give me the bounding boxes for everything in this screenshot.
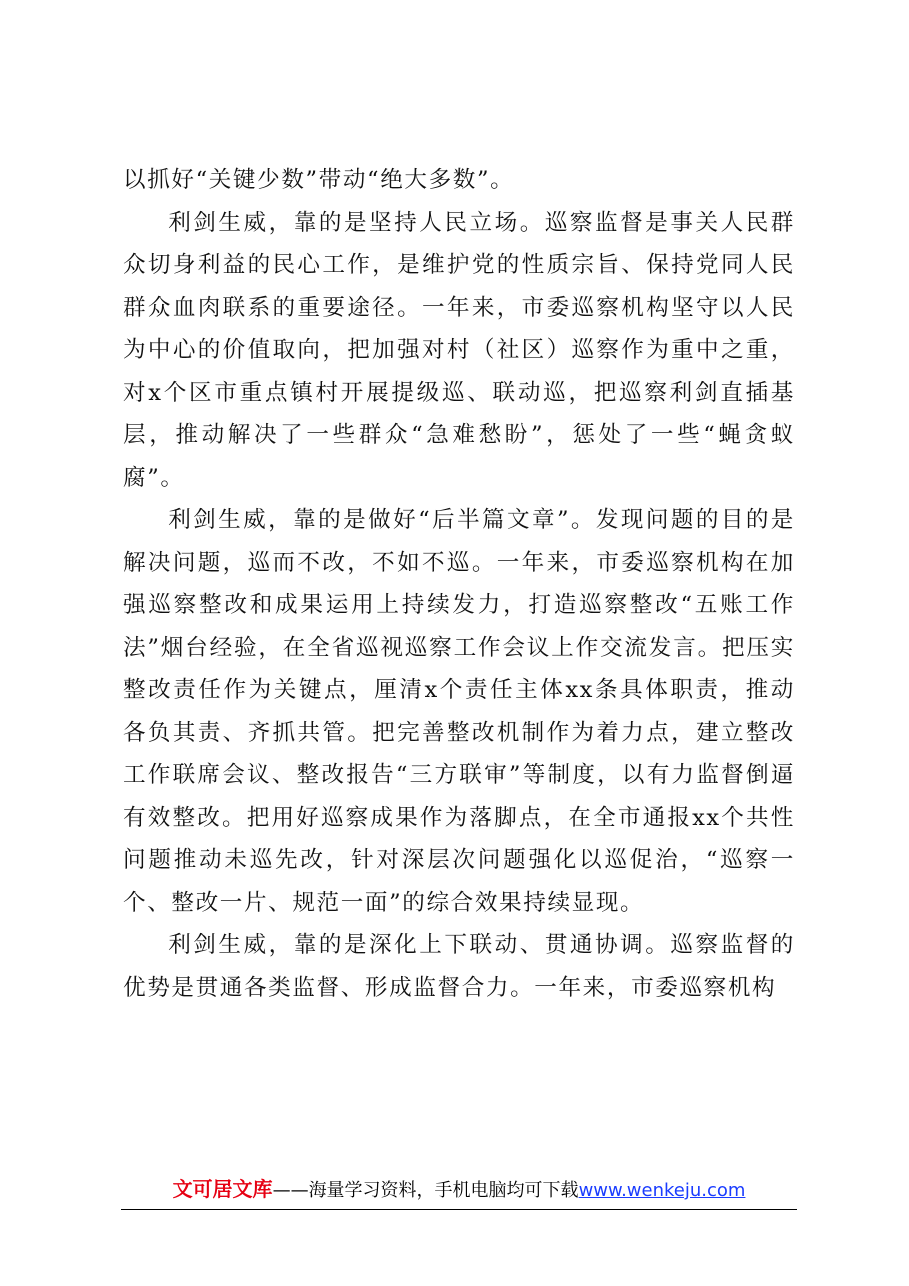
footer-link[interactable]: www.wenkeju.com: [578, 1180, 746, 1201]
paragraph: 利剑生威，靠的是做好“后半篇文章”。发现问题的目的是解决问题，巡而不改，不如不巡。一年来，市委巡察机构在加强巡察整改和成果运用上持续发力，打造巡察整改“五账工作法”烟台经验，在全省巡视巡察工作会议上作交流发言。把压实整改责任作为关键点，厘清x个责任主体xx条具体职责，推动各负其责、齐抓共管。把完善整改机制作为着力点，建立整改工作联席会议、整改报告“三方联审”等制度，以有力监督倒逼有效整改。把用好巡察成果作为落脚点，在全市通报xx个共性问题推动未巡先改，针对深层次问题强化以巡促治，“巡察一个、整改一片、规范一面”的综合效果持续显现。: [123, 507, 795, 916]
paragraph: 利剑生威，靠的是坚持人民立场。巡察监督是事关人民群众切身利益的民心工作，是维护党的性质宗旨、保持党同人民群众血肉联系的重要途径。一年来，市委巡察机构坚守以人民为中心的价值取向，把加强对村（社区）巡察作为重中之重，对x个区市重点镇村开展提级巡、联动巡，把巡察利剑直插基层，推动解决了一些群众“急难愁盼”，惩处了一些“蝇贪蚁腐”。: [123, 209, 795, 491]
paragraph: 以抓好“关键少数”带动“绝大多数”。: [123, 167, 515, 193]
document-body: [123, 159, 795, 1009]
footer-brand: 文可居文库: [172, 1177, 273, 1201]
page-footer: [123, 1175, 795, 1205]
footer-tagline: ——海量学习资料，手机电脑均可下载: [272, 1180, 579, 1201]
paragraph: 利剑生威，靠的是深化上下联动、贯通协调。巡察监督的优势是贯通各类监督、形成监督合力。一年来，市委巡察机构: [123, 932, 795, 1001]
footer-divider: [121, 1209, 797, 1210]
